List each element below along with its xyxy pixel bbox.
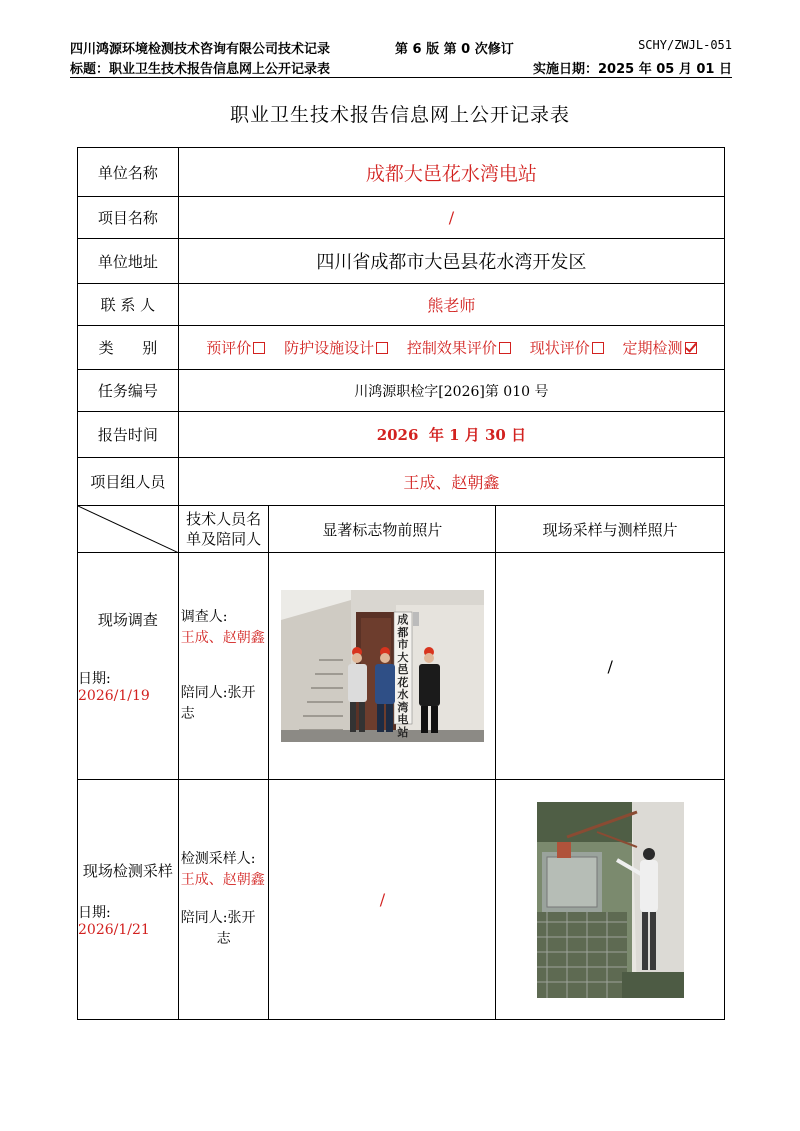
row-site-survey [78,553,725,780]
row-team [78,458,725,506]
row-unit-name [78,148,725,197]
category-option-label: 预评价 [206,339,252,357]
checkbox-unchecked-icon [499,342,511,354]
checkbox-unchecked-icon [592,342,604,354]
sampling-title: 现场检测采样 [82,862,173,880]
checkbox-unchecked-icon [376,342,388,354]
category-option-label: 定期检测 [622,339,683,357]
survey-companion-label: 陪同人:张开 [180,685,256,701]
survey-info-cell [78,553,179,780]
sampling-photo-cell [496,780,725,1020]
record-table [77,147,725,1020]
row-task-number [78,370,725,412]
survey-staff-names: 王成、赵朝鑫 [180,630,265,646]
team-label: 项目组人员 [78,458,179,506]
record-subject: 标题：职业卫生技术报告信息网上公开记录表 [70,62,331,77]
checkbox-unchecked-icon [253,342,265,354]
unit-name-value: 成都大邑花水湾电站 [178,148,724,197]
version-info: 第 6 版 第 0 次修订 [395,42,514,57]
contact-value: 熊老师 [178,284,724,326]
category-option-label: 防护设施设计 [284,339,375,357]
category-options [178,326,724,370]
contact-label: 联 系 人 [78,284,179,326]
staff-column-header: 技术人员名单及陪同人 [178,506,269,553]
company-record-title: 四川鸿源环境检测技术咨询有限公司技术记录 [70,42,331,57]
unit-name-label: 单位名称 [78,148,179,197]
sampling-info-cell [78,780,179,1020]
sampling-companion-label: 陪同人:张开 [180,910,256,926]
document-code: SCHY/ZWJL-051 [638,38,732,52]
checkbox-checked-icon [685,342,697,354]
category-option-pre-evaluation [206,339,265,357]
row-photo-header [78,506,725,553]
survey-date-label: 日期: [78,671,111,687]
report-time-label: 报告时间 [78,412,179,458]
sampling-staff-cell [178,780,269,1020]
category-option-protection-design [284,339,388,357]
survey-sign-photo-cell [269,553,496,780]
report-time-value: 2026 年 1 月 30 日 [178,412,724,458]
sampling-staff-label: 检测采样人: [180,851,256,867]
survey-title: 现场调查 [97,611,158,629]
project-name-label: 项目名称 [78,197,179,239]
diagonal-header-cell [78,506,179,553]
row-contact [78,284,725,326]
sampling-date-label: 日期: [78,905,111,921]
team-value: 王成、赵朝鑫 [178,458,724,506]
task-number-value: 川鸿源职检字[2026]第 010 号 [178,370,724,412]
sampling-companion-tail: 志 [216,931,231,947]
row-address [78,239,725,284]
row-field-sampling [78,780,725,1020]
header-divider [70,77,732,78]
sampling-photo-image [537,802,684,998]
row-report-time [78,412,725,458]
survey-sampling-photo-cell: / [496,553,725,780]
survey-staff-cell [178,553,269,780]
category-option-effect-evaluation [407,339,511,357]
effective-date: 实施日期：2025 年 05 月 01 日 [533,62,732,77]
sign-photo-image [281,590,484,742]
row-project-name [78,197,725,239]
survey-date: 2026/1/19 [78,688,150,704]
address-value: 四川省成都市大邑县花水湾开发区 [178,239,724,284]
sampling-sign-photo-cell: / [269,780,496,1020]
sampling-staff-names: 王成、赵朝鑫 [180,872,265,888]
sampling-photo [537,802,684,998]
category-option-status-evaluation [530,339,604,357]
category-label: 类 别 [78,326,179,370]
sign-photo [281,590,484,742]
category-option-label: 控制效果评价 [406,339,497,357]
address-label: 单位地址 [78,239,179,284]
survey-staff-label: 调查人: [180,609,228,625]
task-number-label: 任务编号 [78,370,179,412]
sign-photo-column-header: 显著标志物前照片 [269,506,496,553]
diagonal-line [78,506,179,553]
category-option-label: 现状评价 [529,339,590,357]
page-title: 职业卫生技术报告信息网上公开记录表 [229,104,570,126]
sampling-date: 2026/1/21 [78,922,150,938]
project-name-value: / [178,197,724,239]
row-category [78,326,725,370]
sign-caption: 成都市大邑花水湾电站 [397,613,409,739]
sampling-photo-column-header: 现场采样与测样照片 [496,506,725,553]
survey-companion-tail: 志 [180,706,195,722]
category-option-periodic-testing [622,339,696,357]
